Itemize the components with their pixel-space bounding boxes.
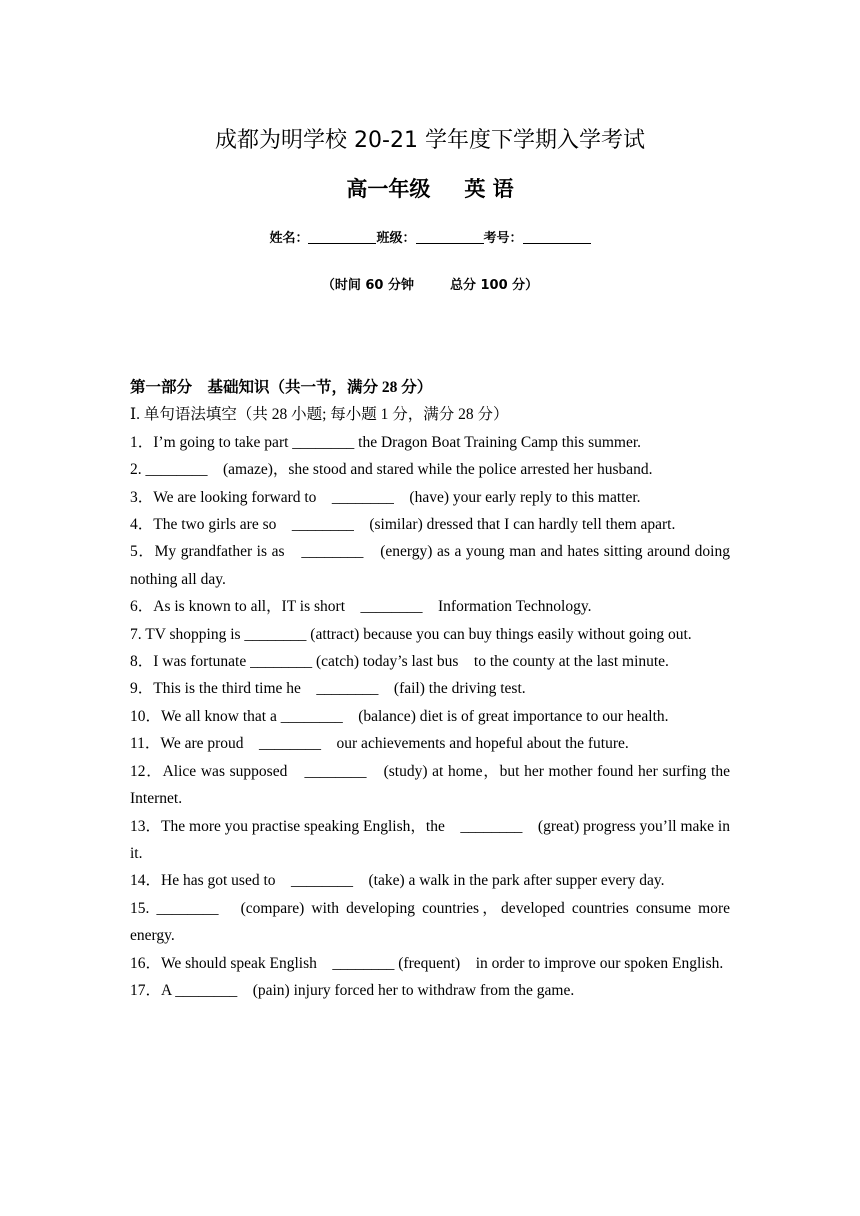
subject-label: 英 语 <box>464 177 514 201</box>
question-15: 15. ________ (compare) with developing countries，developed countries consume more energy. <box>130 899 730 945</box>
question-3: 3．We are looking forward to ________ (have) your early reply to this matter. <box>130 488 641 506</box>
grade-label: 高一年级 <box>346 177 431 201</box>
question-9: 9．This is the third time he ________ (fail) the driving test. <box>130 680 526 698</box>
name-blank[interactable] <box>308 229 376 244</box>
part1-instruction: Ⅰ. 单句语法填空（共 28 小题; 每小题 1 分，满分 28 分） <box>130 406 509 424</box>
time-note: （时间 60 分钟 <box>321 278 414 293</box>
exam-subtitle <box>0 172 860 206</box>
question-6: 6．As is known to all，IT is short ________ Information Technology. <box>130 598 592 616</box>
question-14: 14．He has got used to ________ (take) a walk in the park after supper every day. <box>130 872 665 890</box>
class-blank[interactable] <box>416 229 484 244</box>
part1-heading: 第一部分 基础知识（共一节，满分 28 分） <box>130 379 433 396</box>
question-4: 4．The two girls are so ________ (similar) dressed that I can hardly tell them apart. <box>130 516 676 534</box>
time-score-note <box>0 275 860 297</box>
question-7: 7. TV shopping is ________ (attract) because you can buy things easily without going out. <box>130 625 692 643</box>
question-10: 10．We all know that a ________ (balance) diet is of great importance to our health. <box>130 707 669 725</box>
question-13: 13．The more you practise speaking English，the ________ (great) progress you’ll make in it. <box>130 817 730 862</box>
question-17: 17．A ________ (pain) injury forced her to withdraw from the game. <box>130 981 575 999</box>
question-8: 8．I was fortunate ________ (catch) today’s last bus to the county at the last minute. <box>130 653 669 671</box>
number-blank[interactable] <box>523 229 591 244</box>
question-5: 5．My grandfather is as ________ (energy) as a young man and hates sitting around doing nothing all day. <box>130 543 730 588</box>
exam-title: 成都为明学校 20-21 学年度下学期入学考试 <box>215 128 645 153</box>
question-2: 2. ________ (amaze)，she stood and stared while the police arrested her husband. <box>130 461 653 479</box>
question-1: 1．I’m going to take part ________ the Dragon Boat Training Camp this summer. <box>130 433 642 451</box>
score-note: 总分 100 分） <box>449 278 539 293</box>
exam-content <box>130 374 730 1004</box>
question-11: 11．We are proud ________ our achievements and hopeful about the future. <box>130 735 629 753</box>
number-label: 考号： <box>483 231 523 246</box>
question-12: 12．Alice was supposed ________ (study) at home，but her mother found her surfing the Internet. <box>130 762 730 808</box>
student-info <box>0 228 860 250</box>
name-label: 姓名： <box>269 231 309 246</box>
question-16: 16．We should speak English ________ (frequent) in order to improve our spoken English. <box>130 954 724 972</box>
class-label: 班级： <box>376 231 416 246</box>
